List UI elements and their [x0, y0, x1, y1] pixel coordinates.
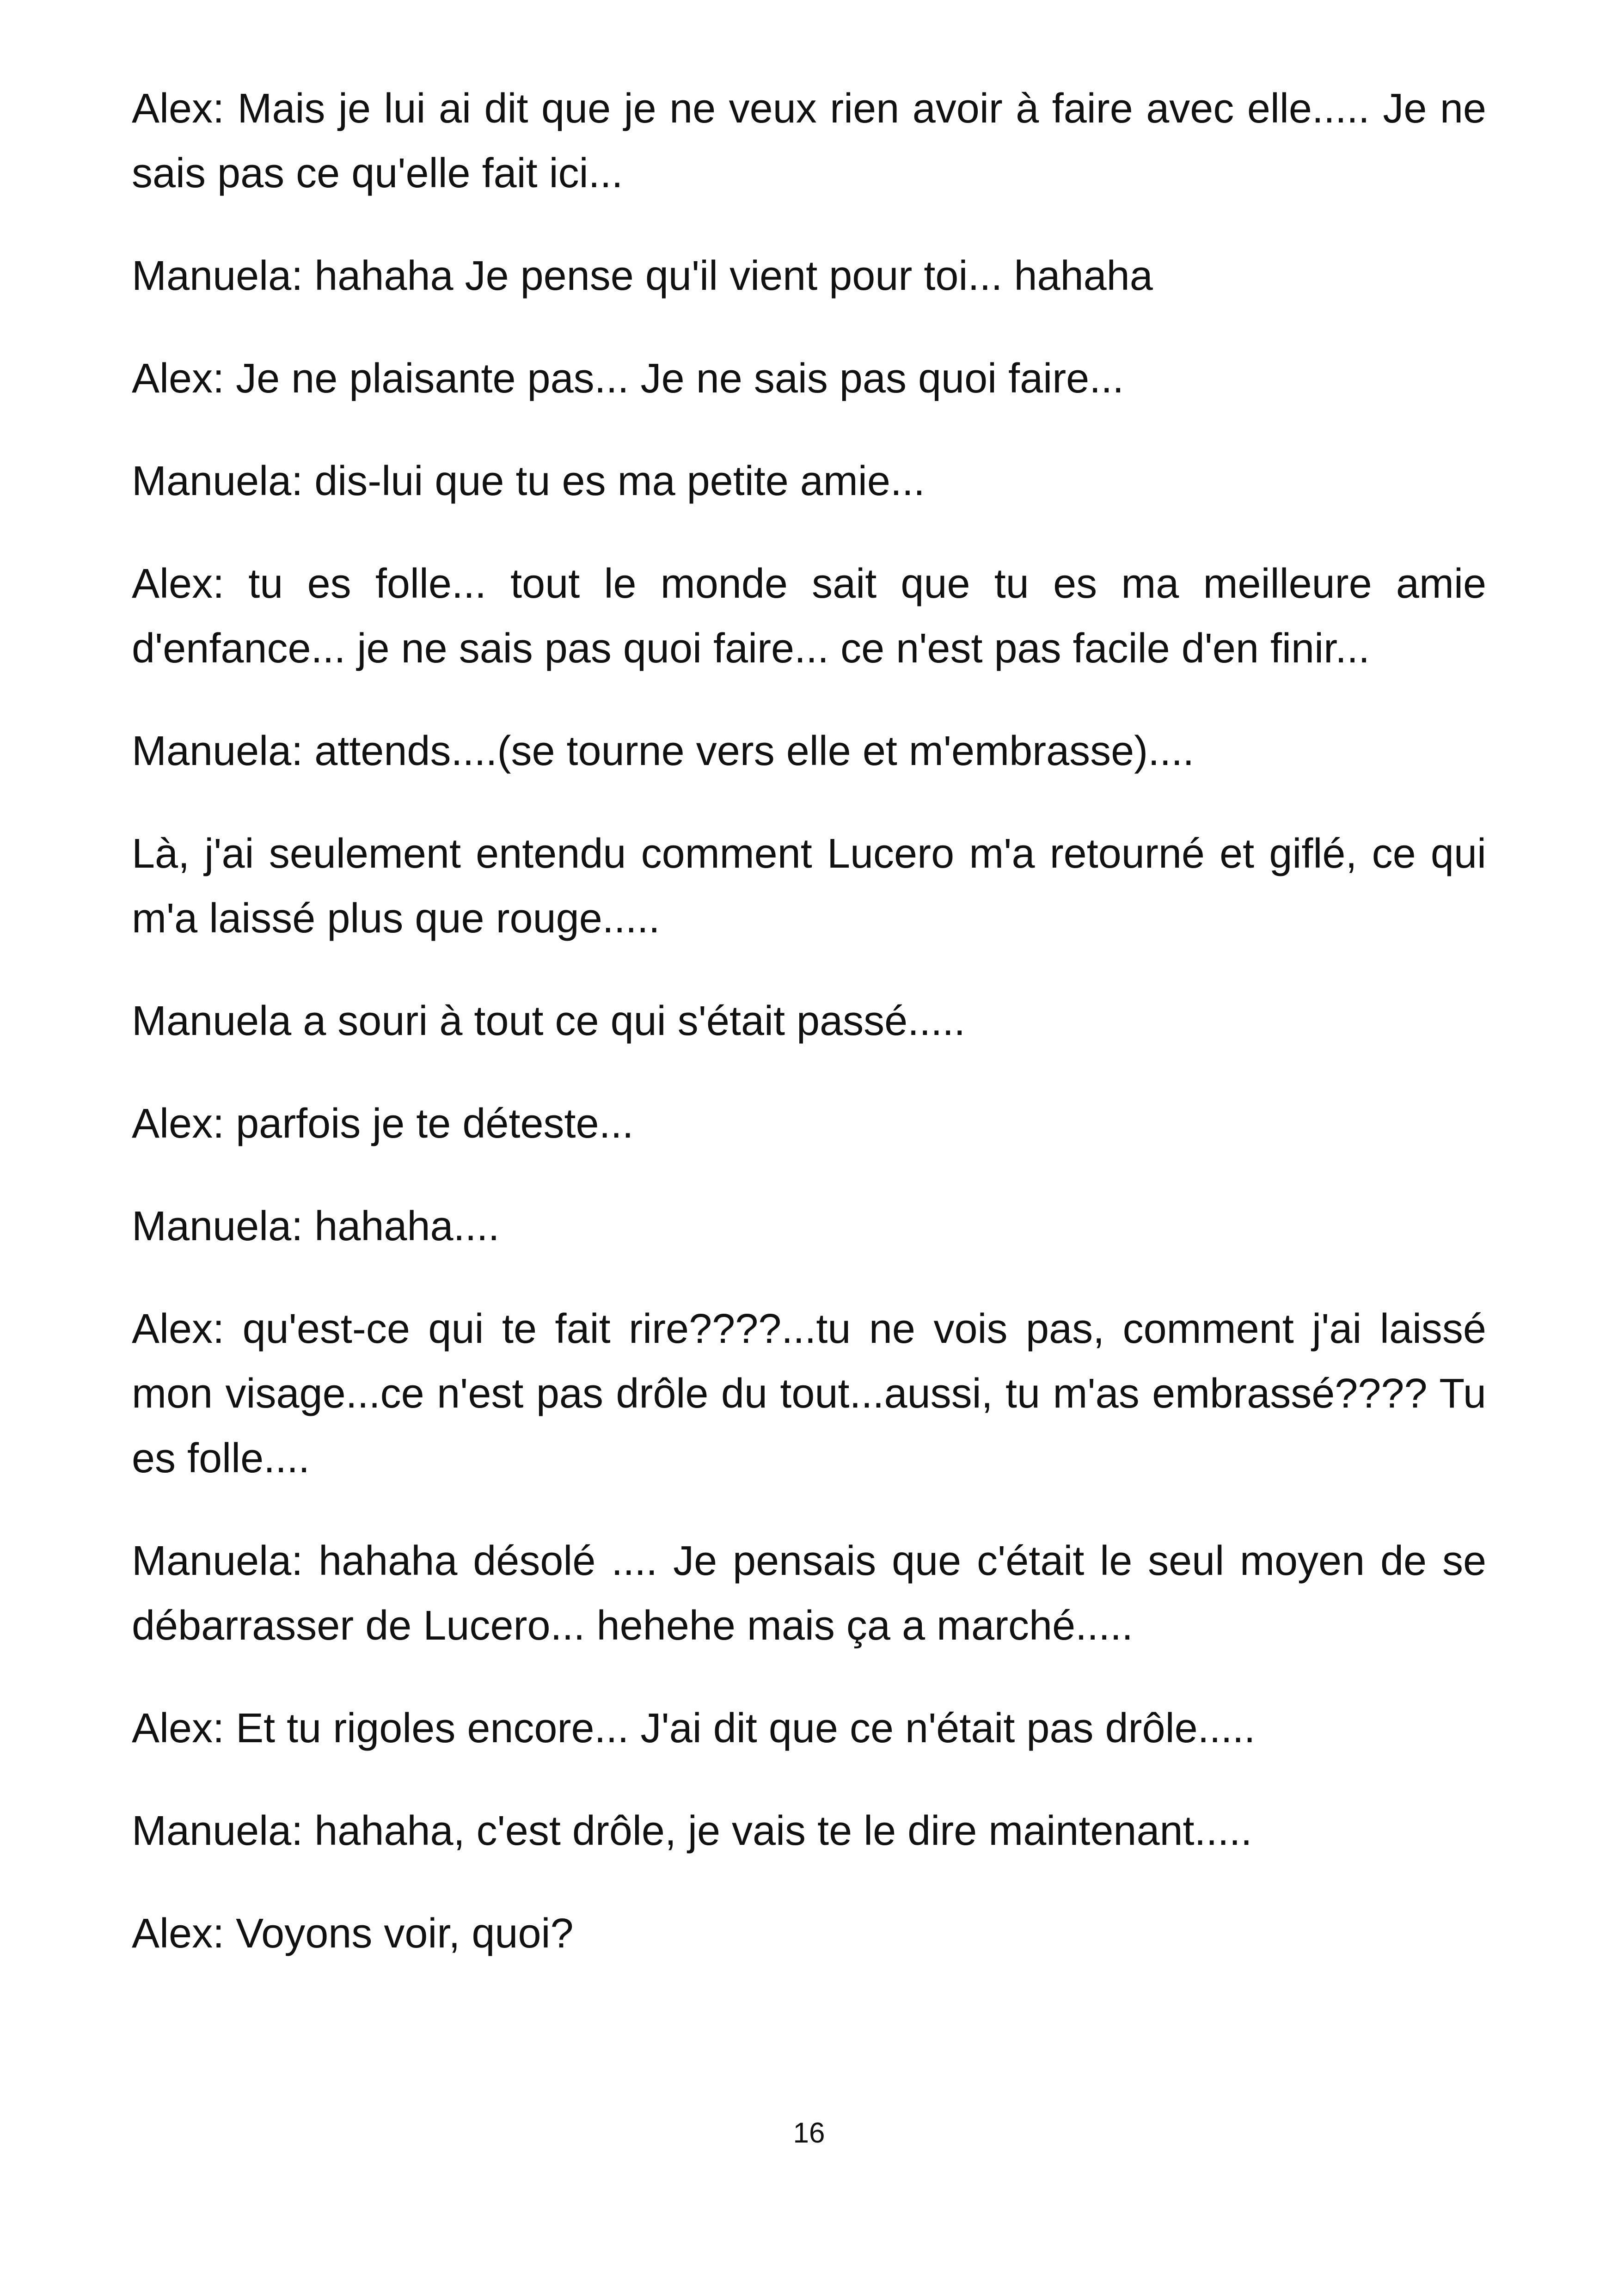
body-text: [132, 76, 1486, 2004]
paragraph: Manuela a souri à tout ce qui s'était passé.....: [132, 998, 966, 1044]
paragraph: Alex: Voyons voir, quoi?: [132, 1910, 574, 1957]
paragraph: Alex: Je ne plaisante pas... Je ne sais pas quoi faire...: [132, 355, 1124, 402]
page-number: 16: [793, 2117, 825, 2149]
paragraph: Manuela: hahaha, c'est drôle, je vais te le dire maintenant.....: [132, 1808, 1252, 1854]
paragraph: Manuela: hahaha Je pense qu'il vient pour toi... hahaha: [132, 253, 1153, 299]
paragraph: Manuela: hahaha....: [132, 1203, 500, 1249]
paragraph: Manuela: dis-lui que tu es ma petite amie...: [132, 458, 925, 504]
paragraph: Là, j'ai seulement entendu comment Lucero m'a retourné et giflé, ce qui m'a laissé plus que rouge.....: [132, 831, 1486, 942]
paragraph: Alex: tu es folle... tout le monde sait que tu es ma meilleure amie d'enfance... je ne sais pas quoi faire... ce n'est pas facile d'en finir...: [132, 561, 1486, 672]
paragraph: Alex: Mais je lui ai dit que je ne veux rien avoir à faire avec elle..... Je ne sais pas ce qu'elle fait ici...: [132, 86, 1486, 196]
paragraph: Alex: qu'est-ce qui te fait rire????...tu ne vois pas, comment j'ai laissé mon visage...ce n'est pas drôle du tout...aussi, tu m'as embrassé???? Tu es folle....: [132, 1306, 1486, 1482]
paragraph: Alex: parfois je te déteste...: [132, 1101, 634, 1147]
paragraph: Alex: Et tu rigoles encore... J'ai dit que ce n'était pas drôle.....: [132, 1705, 1256, 1751]
paragraph: Manuela: hahaha désolé .... Je pensais que c'était le seul moyen de se débarrasser de Lucero... hehehe mais ça a marché.....: [132, 1538, 1486, 1649]
paragraph: Manuela: attends....(se tourne vers elle et m'embrasse)....: [132, 728, 1195, 774]
